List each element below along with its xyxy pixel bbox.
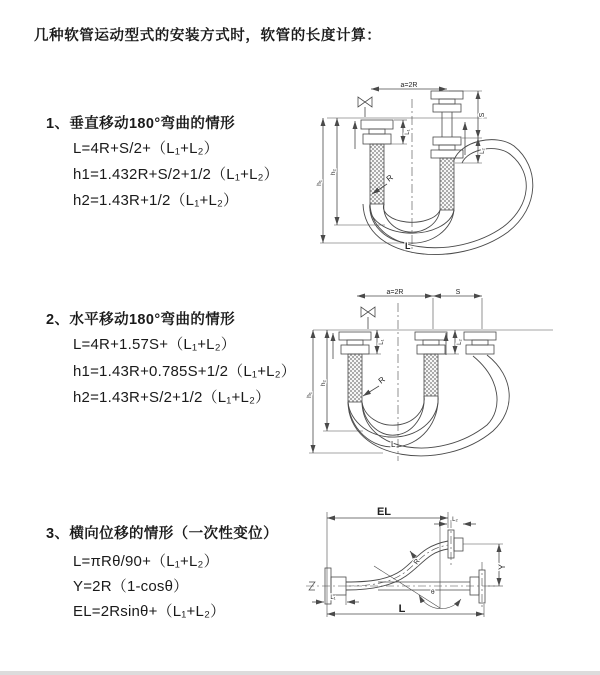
label-h1: h₁ — [306, 392, 313, 398]
label-h2: h₂ — [330, 168, 337, 176]
label-s: S — [455, 289, 461, 296]
right-fitting — [431, 91, 463, 210]
section-2-formula-h1: h1=1.43R+0.785S+1/2（L₁+L₂） — [73, 363, 296, 380]
left-fitting — [339, 332, 371, 402]
section-3-formula-Y: Y=2R（1-cosθ） — [73, 578, 189, 595]
right-fitting — [464, 332, 496, 354]
section-2-heading: 2、水平移动180°弯曲的情形 — [46, 312, 236, 328]
diagram-horizontal-180-bend — [303, 283, 558, 465]
section-1-formula-h1: h1=1.432R+S/2+1/2（L₁+L₂） — [73, 166, 279, 183]
hose-curve — [346, 541, 448, 590]
section-1-heading: 1、垂直移动180°弯曲的情形 — [46, 116, 236, 132]
middle-fitting — [415, 332, 447, 396]
label-l: L — [398, 603, 406, 615]
label-h2: h₂ — [320, 379, 327, 387]
page-title: 几种软管运动型式的安装方式时，软管的长度计算： — [34, 28, 382, 44]
section-3-heading: 3、横向位移的情形（一次性变位） — [46, 526, 278, 542]
label-y: Y — [497, 563, 507, 571]
label-l1: L₁ — [405, 129, 411, 135]
label-l1: L₁ — [330, 595, 336, 601]
section-3-formula-EL: EL=2Rsinθ+（L₁+L₂） — [73, 603, 226, 620]
section-1-formula-h2: h2=1.43R+1/2（L₁+L₂） — [73, 192, 239, 209]
label-l1: L₁ — [379, 339, 385, 345]
diagram-vertical-180-bend — [315, 75, 550, 257]
label-el: EL — [376, 506, 392, 518]
label-r: R — [384, 172, 395, 184]
label-h1: h₁ — [316, 180, 323, 186]
braid-section — [348, 354, 362, 402]
valve-icon — [358, 97, 372, 107]
label-l: L — [405, 241, 411, 251]
section-3-formula-L: L=πRθ/90+（L₁+L₂） — [73, 553, 219, 570]
valve-icon — [361, 307, 375, 317]
radius-leader — [363, 386, 379, 396]
label-l2: L₂ — [457, 339, 463, 345]
left-fitting — [361, 120, 393, 204]
label-theta: θ — [431, 589, 435, 596]
label-r: R — [376, 374, 387, 386]
diagram-lateral-displacement — [300, 498, 600, 648]
label-l2: L₂ — [452, 517, 458, 523]
label-l: L — [391, 440, 396, 449]
label-a2r: a=2R — [386, 289, 404, 296]
braid-section — [424, 354, 438, 396]
displaced-flange — [448, 520, 463, 566]
page-bottom-edge — [0, 671, 600, 675]
braid-section — [440, 158, 454, 210]
section-1-formula-L: L=4R+S/2+（L₁+L₂） — [73, 140, 219, 157]
label-a2r: a=2R — [400, 82, 418, 89]
label-l2: L₂ — [480, 148, 486, 154]
braid-section — [370, 144, 384, 204]
label-r: R — [412, 557, 422, 567]
section-2-formula-h2: h2=1.43R+S/2+1/2（L₁+L₂） — [73, 389, 271, 406]
label-s: S — [479, 112, 486, 118]
section-2-formula-L: L=4R+1.57S+（L₁+L₂） — [73, 336, 236, 353]
